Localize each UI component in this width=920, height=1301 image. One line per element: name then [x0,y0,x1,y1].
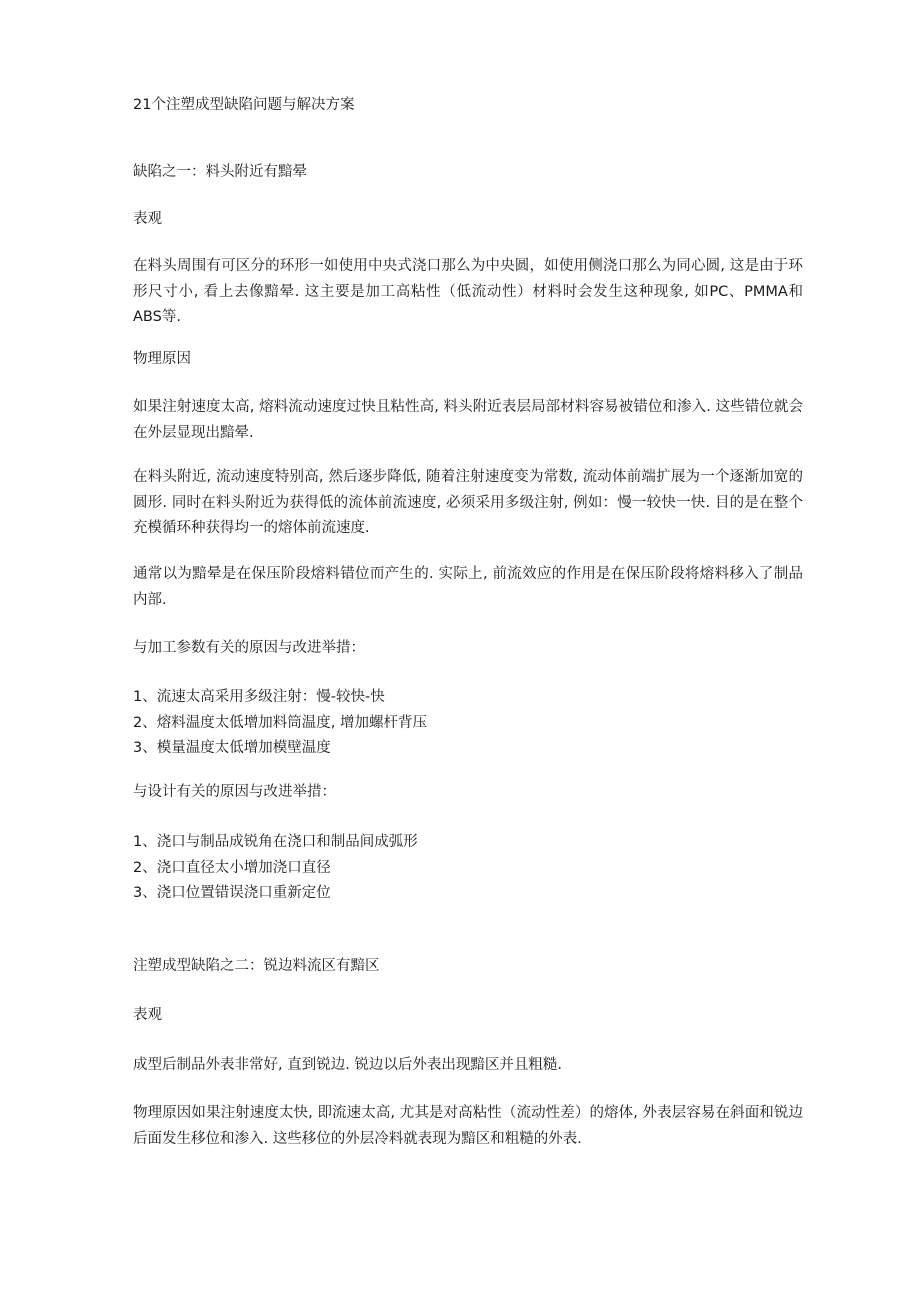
defect1-design-label: 与设计有关的原因与改进举措： [133,784,336,800]
defect1-heading: 缺陷之一：料头附近有黯晕 [133,164,307,180]
defect1-physics-paragraph-3: 通常以为黯晕是在保压阶段熔料错位而产生的. 实际上, 前流效应的作用是在保压阶段将熔料移入了制品内部. [133,566,803,608]
defect2-heading: 注塑成型缺陷之二：锐边料流区有黯区 [133,958,380,974]
defect1-process-label: 与加工参数有关的原因与改进举措： [133,640,365,656]
defect1-physics-label: 物理原因 [133,351,191,367]
defect1-design-list [133,830,418,907]
defect1-appearance-text: 在料头周围有可区分的环形一如使用中央式浇口那么为中央圆，如使用侧浇口那么为同心圆, 这是由于环形尺寸小, 看上去像黯晕. 这主要是加工高粘性（低流动性）材料时会发生这种现象, 如PC、PMMA和ABS等. [133,258,803,325]
document-title: 21个注塑成型缺陷问题与解决方案 [133,97,355,113]
defect2-appearance-label: 表观 [133,1007,162,1023]
defect2-appearance-text: 成型后制品外表非常好, 直到锐边. 锐边以后外表出现黯区并且粗糙. [133,1057,563,1073]
defect1-appearance-label: 表观 [133,211,162,227]
defect1-process-list [133,685,427,762]
defect2-physics-paragraph: 物理原因如果注射速度太快, 即流速太高, 尤其是对高粘性（流动性差）的熔体, 外表层容易在斜面和锐边后面发生移位和渗入. 这些移位的外层冷料就表现为黯区和粗糙的外表. [133,1105,803,1147]
list-item: 1、流速太高采用多级注射：慢-较快-快 [133,689,385,705]
defect1-physics-paragraph-2: 在料头附近, 流动速度特别高, 然后逐步降低, 随着注射速度变为常数, 流动体前端扩展为一个逐渐加宽的圆形. 同时在料头附近为获得低的流体前流速度, 必须采用多级注射, 例如：慢一较快一快. 目的是在整个充模循环种获得均一的熔体前流速度. [133,469,803,536]
list-item: 3、浇口位置错误浇口重新定位 [133,885,331,901]
list-item: 2、浇口直径太小增加浇口直径 [133,859,331,876]
list-item: 2、熔料温度太低增加料筒温度, 增加螺杆背压 [133,714,427,731]
list-item: 1、浇口与制品成锐角在浇口和制品间成弧形 [133,834,418,850]
list-item: 3、模量温度太低增加模壁温度 [133,740,331,756]
defect1-physics-paragraph-1: 如果注射速度太高, 熔料流动速度过快且粘性高, 料头附近表层局部材料容易被错位和渗入. 这些错位就会在外层显现出黯晕. [133,399,803,441]
